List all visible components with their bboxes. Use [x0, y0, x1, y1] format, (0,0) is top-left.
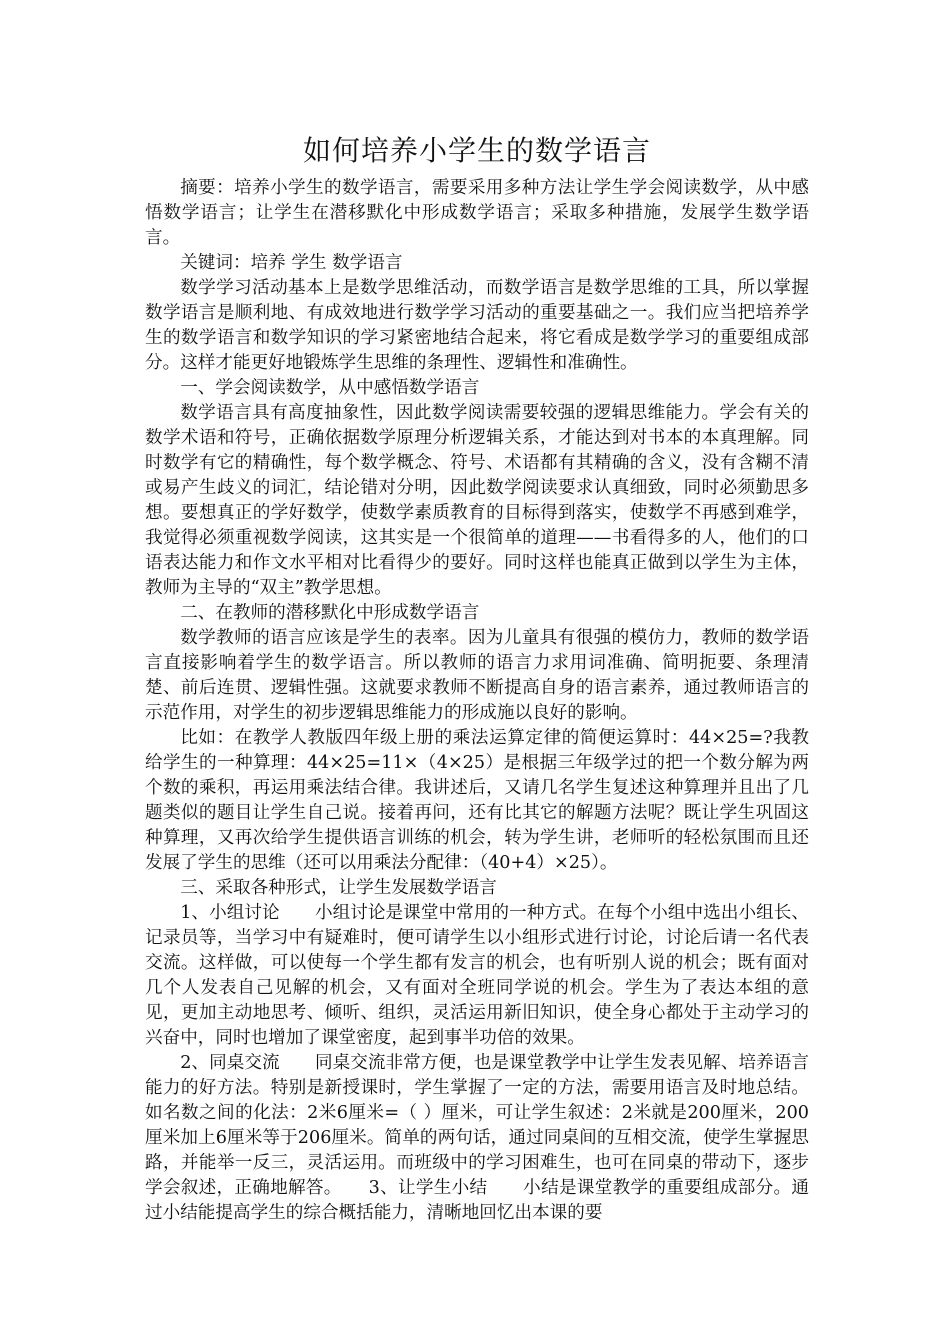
section-heading-1: 一、学会阅读数学，从中感悟数学语言 — [180, 378, 480, 398]
section-1-body: 数学语言具有高度抽象性，因此数学阅读需要较强的逻辑思维能力。学会有关的数学术语和符号，正确依据数学原理分析逻辑关系，才能达到对书本的本真理解。同时数学有它的精确性，每个数学概念、符号、术语都有其精确的含义，没有含糊不清或易产生歧义的词汇，结论错对分明，因此数学阅读要求认真细致，同时必须勤思多想。要想真正的学好数学，使数学素质教育的目标得到落实，使数学不再感到难学，我觉得必须重视数学阅读，这其实是一个很简单的道理——书看得多的人，他们的口语表达能力和作文水平相对比看得少的要好。同时这样也能真正做到以学生为主体，教师为主导的“双主”教学思想。 — [145, 403, 809, 598]
section-3-group-discussion: 1、小组讨论 小组讨论是课堂中常用的一种方式。在每个小组中选出小组长、记录员等，当学习中有疑难时，便可请学生以小组形式进行讨论，讨论后请一名代表交流。这样做，可以使每一个学生都有发言的机会，也有听别人说的机会；既有面对几个人发表自己见解的机会，又有面对全班同学说的机会。学生为了表达本组的意见，更加主动地思考、倾听、组织，灵活运用新旧知识，使全身心都处于主动学习的兴奋中，同时也增加了课堂密度，起到事半功倍的效果。 — [145, 903, 809, 1048]
section-heading-2: 二、在教师的潜移默化中形成数学语言 — [180, 603, 480, 623]
intro-paragraph: 数学学习活动基本上是数学思维活动，而数学语言是数学思维的工具，所以掌握数学语言是顺利地、有成效地进行数学学习活动的重要基础之一。我们应当把培养学生的数学语言和数学知识的学习紧密地结合起来，将它看成是数学学习的重要组成部分。这样才能更好地锻炼学生思维的条理性、逻辑性和准确性。 — [145, 278, 809, 373]
section-2-example: 比如：在教学人教版四年级上册的乘法运算定律的简便运算时：44×25=?我教给学生的一种算理：44×25=11×（4×25）是根据三年级学过的把一个数分解为两个数的乘积，再运用乘法结合律。我讲述后，又请几名学生复述这种算理并且出了几题类似的题目让学生自己说。接着再问，还有比其它的解题方法呢？既让学生巩固这种算理，又再次给学生提供语言训练的机会，转为学生讲，老师听的轻松氛围而且还发展了学生的思维（还可以用乘法分配律：（40+4）×25）。 — [145, 728, 809, 873]
section-2-body: 数学教师的语言应该是学生的表率。因为儿童具有很强的模仿力，教师的数学语言直接影响着学生的数学语言。所以教师的语言力求用词准确、简明扼要、条理清楚、前后连贯、逻辑性强。这就要求教师不断提高自身的语言素养，通过教师语言的示范作用，对学生的初步逻辑思维能力的形成施以良好的影响。 — [145, 628, 809, 723]
document-page — [145, 128, 809, 1226]
abstract-paragraph: 摘要：培养小学生的数学语言，需要采用多种方法让学生学会阅读数学，从中感悟数学语言；让学生在潜移默化中形成数学语言；采取多种措施，发展学生数学语言。 — [145, 178, 809, 248]
document-title: 如何培养小学生的数学语言 — [302, 134, 651, 167]
section-3-desk-exchange: 2、同桌交流 同桌交流非常方便，也是课堂教学中让学生发表见解、培养语言能力的好方法。特别是新授课时，学生掌握了一定的方法，需要用语言及时地总结。如名数之间的化法：2米6厘米=（ ）厘米，可让学生叙述：2米就是200厘米，200厘米加上6厘米等于206厘米。简单的两句话，通过同桌间的互相交流，使学生掌握思路，并能举一反三，灵活运用。而班级中的学习困难生，也可在同桌的带动下，逐步学会叙述，正确地解答。 3、让学生小结 小结是课堂教学的重要组成部分。通过小结能提高学生的综合概括能力，清晰地回忆出本课的要 — [145, 1053, 809, 1223]
section-heading-3: 三、采取各种形式，让学生发展数学语言 — [180, 878, 497, 898]
keywords-paragraph: 关键词：培养 学生 数学语言 — [180, 253, 403, 273]
